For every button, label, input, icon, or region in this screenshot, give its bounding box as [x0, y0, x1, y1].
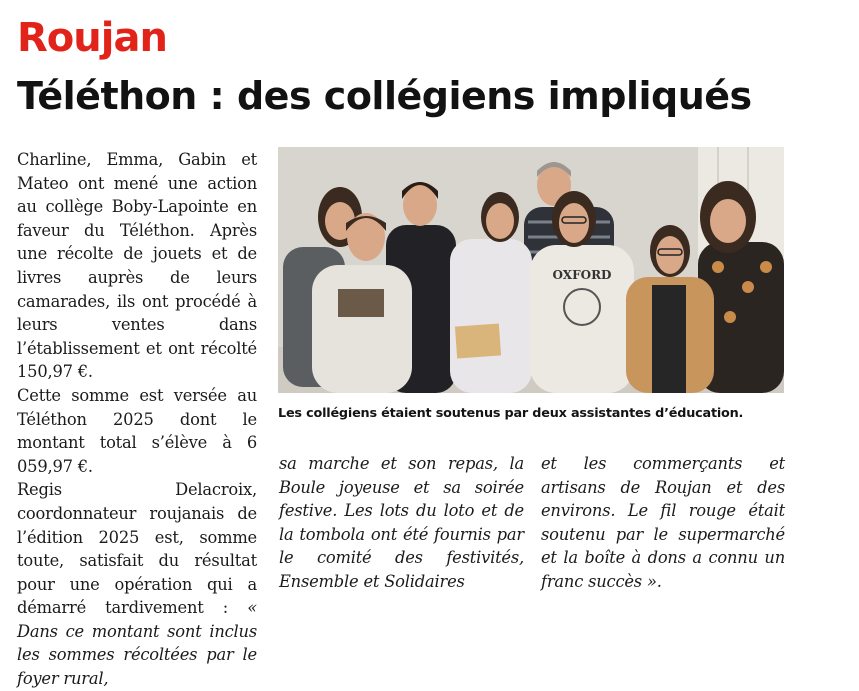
article-column-2 [279, 452, 524, 594]
article-column-3-text: et les commerçants et artisans de Roujan et des environs. Le fil rouge était soutenu par le supermarché et la boîte à dons a connu un franc succès ». [541, 454, 785, 591]
photo-envelope [455, 324, 501, 359]
sweatshirt-print: OXFORD [552, 268, 612, 282]
article-headline: Téléthon : des collégiens impliqués [17, 74, 752, 118]
article-column-3 [541, 452, 785, 594]
article-kicker: Roujan [17, 15, 167, 61]
article-photo [278, 147, 784, 393]
group-photo-illustration [278, 147, 784, 393]
quote-start: « Dans ce montant sont inclus les sommes récoltées par le foyer rural, [17, 598, 257, 689]
photo-caption: Les collégiens étaient soutenus par deux assistantes d’éducation. [278, 406, 744, 421]
article-paragraph-2: Cette somme est versée au Téléthon 2025 dont le montant total s’élève à 6 059,97 €. [17, 385, 257, 476]
quote-intro: Regis Delacroix, coordonnateur roujanais de l’édition 2025 est, somme toute, satisfait du résultat pour une opération qui a démarré tardivement : [17, 480, 257, 618]
article-column-1 [17, 148, 257, 691]
article-paragraph-3 [17, 478, 257, 690]
article-paragraph-1: Charline, Emma, Gabin et Mateo ont mené une action au collège Boby-Lapointe en faveur du Téléthon. Après une récolte de jouets et de livres auprès de leurs camarades, ils ont procédé à leurs ventes dans l’établissement et ont récolté 150,97 €. [17, 150, 257, 382]
article-column-2-text: sa marche et son repas, la Boule joyeuse et sa soirée festive. Les lots du loto et de la tombola ont été fournis par le comité des festivités, Ensemble et Solidaires [279, 454, 524, 591]
